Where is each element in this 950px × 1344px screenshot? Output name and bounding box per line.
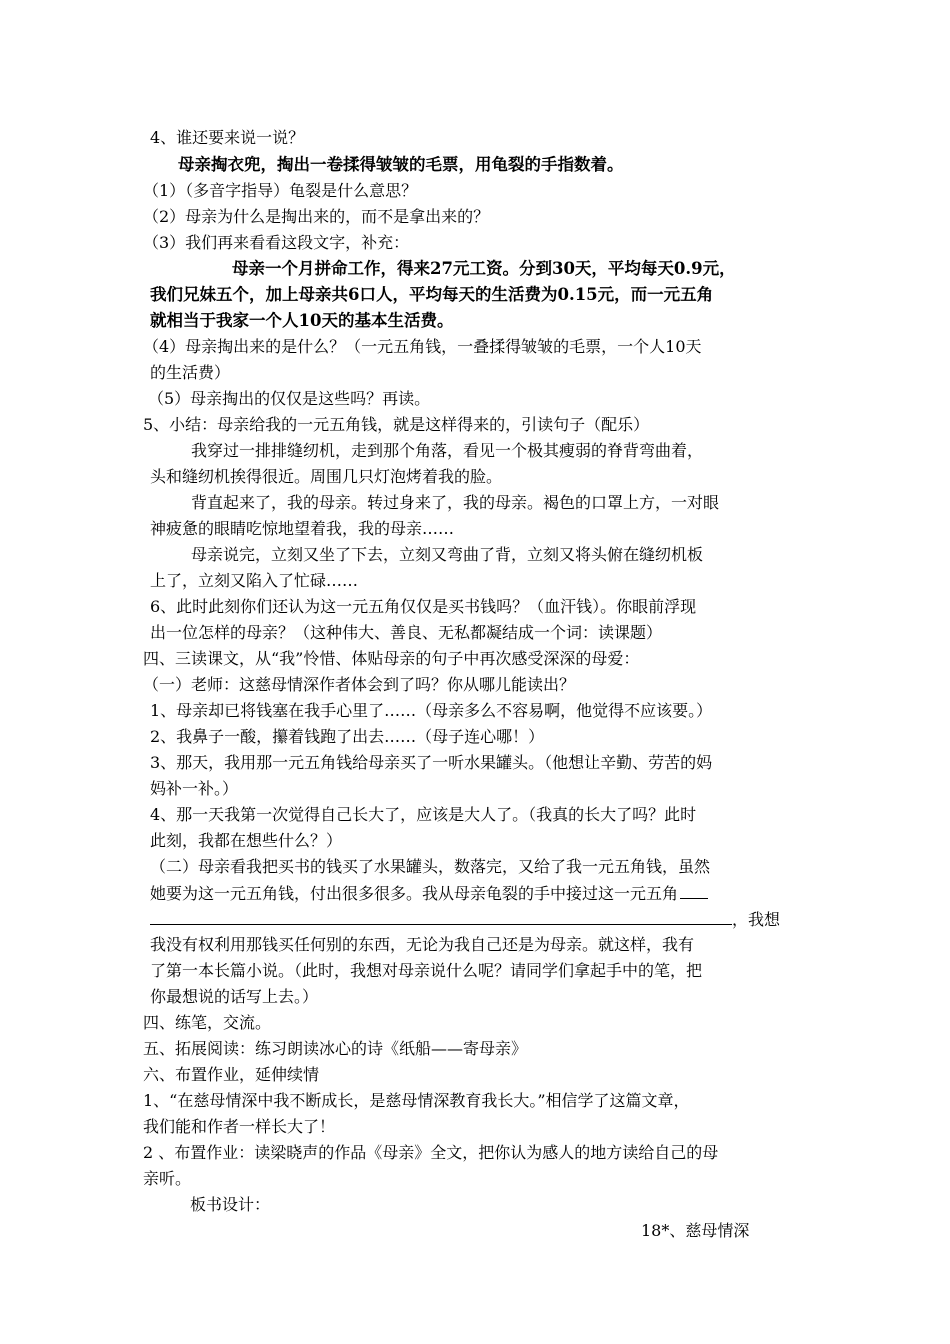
text-line: （5）母亲掏出的仅仅是这些吗？再读。 [148,389,431,408]
text-line: 上了，立刻又陷入了忙碌…… [150,571,359,590]
fill-in-blank [680,880,708,899]
text-line: 1、“在慈母情深中我不断成长，是慈母情深教育我长大。”相信学了这篇文章， [143,1091,690,1110]
text-line: 出一位怎样的母亲？（这种伟大、善良、无私都凝结成一个词：读课题） [150,623,663,642]
text-line: 此刻，我都在想些什么？） [150,831,343,850]
text-line: 头和缝纫机挨得很近。周围几只灯泡烤着我的脸。 [150,467,503,486]
text-fragment: ，我想 [732,910,781,929]
text-line [150,880,830,906]
text-line: 妈补一补。） [150,779,239,798]
fill-in-blank [150,906,732,925]
text-line: 母亲说完，立刻又坐了下去，立刻又弯曲了背，立刻又将头俯在缝纫机板 [191,545,704,564]
text-line: （4）母亲掏出来的是什么？（一元五角钱，一叠揉得皱皱的毛票，一个人10天 [143,337,702,356]
text-line: 我没有权利用那钱买任何别的东西，无论为我自己还是为母亲。就这样，我有 [150,935,695,954]
text-line: （1）（多音字指导）龟裂是什么意思？ [143,181,418,200]
text-line: 的生活费） [150,363,231,382]
text-line: 板书设计： [190,1195,271,1214]
text-line: 五、拓展阅读：练习朗读冰心的诗《纸船——寄母亲》 [143,1039,528,1058]
text-line: 神疲惫的眼睛吃惊地望着我，我的母亲…… [150,519,455,538]
text-line-bold: 母亲一个月拼命工作，得来27元工资。分到30天，平均每天0.9元， [232,259,736,278]
text-line: 背直起来了，我的母亲。转过身来了，我的母亲。褐色的口罩上方，一对眼 [191,493,720,512]
text-line: 亲听。 [143,1169,192,1188]
text-line: 你最想说的话写上去。） [150,987,319,1006]
text-line: 3、那天，我用那一元五角钱给母亲买了一听水果罐头。（他想让辛勤、劳苦的妈 [150,753,713,772]
text-line: （一）老师：这慈母情深作者体会到了吗？你从哪儿能读出？ [143,675,576,694]
text-line-bold: 我们兄妹五个，加上母亲共6口人，平均每天的生活费为0.15元，而一元五角 [150,285,714,304]
text-line: 我们能和作者一样长大了！ [143,1117,336,1136]
text-line: 我穿过一排排缝纫机，走到那个角落，看见一个极其瘦弱的脊背弯曲着， [191,441,704,460]
text-line: 六、布置作业，延伸续情 [143,1065,320,1084]
text-line: 5、小结：母亲给我的一元五角钱，就是这样得来的，引读句子（配乐） [143,415,650,434]
text-line: （二）母亲看我把买书的钱买了水果罐头，数落完，又给了我一元五角钱，虽然 [150,857,711,876]
text-line: 四、练笔，交流。 [143,1013,272,1032]
board-title: 18*、慈母情深 [641,1221,750,1240]
text-fragment: 她要为这一元五角钱，付出很多很多。我从母亲龟裂的手中接过这一元五角 [150,884,679,903]
text-line: （2）母亲为什么是掏出来的，而不是拿出来的？ [143,207,490,226]
text-line: 6、此时此刻你们还认为这一元五角仅仅是买书钱吗？（血汗钱）。你眼前浮现 [150,597,697,616]
text-line: 1、母亲却已将钱塞在我手心里了……（母亲多么不容易啊，他觉得不应该要。） [150,701,713,720]
text-line: （3）我们再来看看这段文字，补充： [143,233,410,252]
text-line: 4、谁还要来说一说？ [150,128,305,147]
text-line-bold: 就相当于我家一个人10天的基本生活费。 [150,311,454,330]
text-line: 2、我鼻子一酸，攥着钱跑了出去……（母子连心哪！） [150,727,545,746]
text-line [150,906,830,932]
text-line: 了第一本长篇小说。（此时，我想对母亲说什么呢？请同学们拿起手中的笔，把 [150,961,703,980]
text-line-bold: 母亲掏衣兜，掏出一卷揉得皱皱的毛票，用龟裂的手指数着。 [178,155,624,174]
text-line: 4、那一天我第一次觉得自己长大了，应该是大人了。（我真的长大了吗？此时 [150,805,697,824]
text-line: 2 、布置作业：读梁晓声的作品《母亲》全文，把你认为感人的地方读给自己的母 [143,1143,719,1162]
text-line: 四、三读课文，从“我”怜惜、体贴母亲的句子中再次感受深深的母爱： [143,649,640,668]
